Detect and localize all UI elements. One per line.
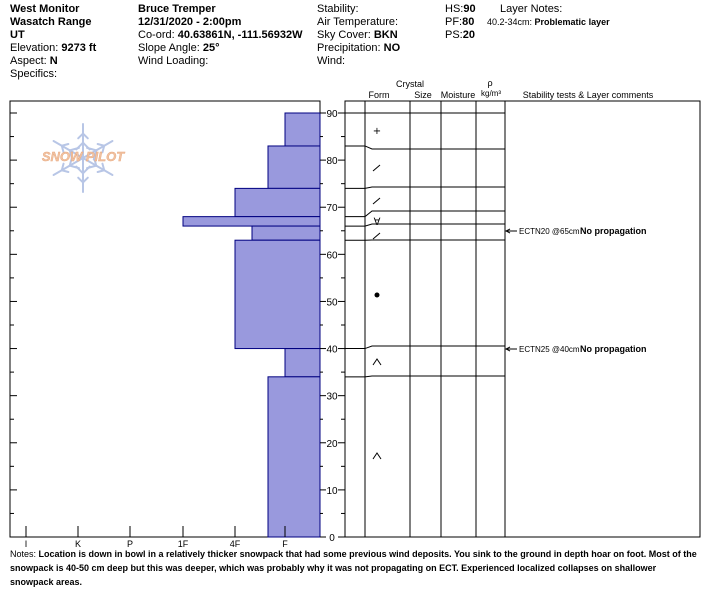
stability-tests [506,226,647,354]
slope-angle: Slope Angle: 25° [138,42,220,54]
hs-value: HS:90 [445,3,476,15]
depth-label: 30 [326,391,338,403]
layer-note-entry: 40.2-34cm: Problematic layer [487,17,610,27]
layer-boundary-line [345,187,505,188]
depth-label: 20 [326,438,338,450]
layer-boundary-line [345,224,505,226]
stability-label: Stability: [317,3,359,15]
layer-boundary-line [345,376,505,377]
stability-header: Stability tests & Layer comments [522,90,654,100]
rho-header: ρ [487,78,493,88]
ps-value: PS:20 [445,29,475,41]
grain-symbol [373,165,380,171]
hardness-label: I [24,539,28,549]
depth-label: 0 [329,533,335,544]
snowflake-branch [98,170,105,172]
depth-label: 90 [326,109,338,120]
hardness-layer-bar [252,226,320,240]
hardness-label: P [126,539,134,549]
hardness-layer-bar [235,188,320,216]
hardness-layer-bar [268,146,320,188]
snowflake-branch [62,144,69,146]
stability-test-label: ECTN25 @40cm [519,345,580,354]
hardness-layer-bar [285,113,320,146]
layer-grid-columns [365,101,505,537]
crystal-header: Crystal [395,79,425,89]
hardness-layer-bar [285,349,320,377]
hardness-layer-bar [235,240,320,348]
stability-test-result: No propagation [580,226,647,236]
depth-label: 50 [326,297,338,309]
wind-loading: Wind Loading: [138,55,209,67]
precipitation: Precipitation: NO [317,42,401,54]
snowflake-branch [98,144,105,146]
layer-boundary-line [345,346,505,349]
location-name: West Monitor [10,3,80,15]
layer-boundaries [345,113,505,537]
grain-symbol: ∀ [373,217,381,228]
air-temperature-label: Air Temperature: [317,16,399,28]
notes-label: Notes: [10,549,37,559]
grain-forms [373,126,381,459]
coordinates: Co-ord: 40.63861N, -111.56932W [138,29,303,41]
grain-symbol [373,359,381,365]
depth-label: 60 [326,250,338,262]
grain-symbol [373,198,380,204]
elevation: Elevation: 9273 ft [10,42,97,54]
hardness-profile [183,113,320,537]
snowpilot-logo-text: SNOW PILOT [41,149,125,164]
hardness-label: F [282,539,288,549]
specifics: Specifics: [10,68,58,80]
size-header: Size [414,90,432,100]
hardness-label: 1F [177,539,189,549]
stability-test-label: ECTN20 @65cm [519,227,580,236]
depth-label: 80 [326,156,338,168]
column-headers [369,78,654,100]
grain-symbol [373,233,380,239]
hardness-label: 4F [229,539,241,549]
hardness-layer-bar [268,377,320,537]
hardness-layer-bar [183,217,320,226]
layer-boundary-line [345,146,505,149]
observer-name: Bruce Tremper [138,3,216,15]
snowpilot-logo [42,124,125,192]
depth-axis [320,109,345,544]
range-name: Wasatch Range [10,16,92,28]
stability-test-result: No propagation [580,344,647,354]
grain-symbol [373,453,381,459]
layer-grid-frame [345,101,700,537]
wind-label: Wind: [317,55,346,67]
grain-symbol [375,293,380,298]
moisture-header: Moisture [440,90,476,100]
density-unit-header: kg/m³ [481,89,501,98]
pf-value: PF:80 [445,16,475,28]
notes [10,547,700,589]
form-header: Form [368,90,390,100]
grain-symbol: + [372,126,382,137]
depth-label: 70 [326,203,338,215]
left-ticks [10,113,17,537]
snowflake-branch [70,166,79,168]
layer-notes-title: Layer Notes: [500,3,563,15]
observation-datetime: 12/31/2020 - 2:00pm [138,16,242,28]
snowflake-branch [62,170,69,172]
hardness-label: K [74,539,82,549]
layer-boundary-line [345,211,505,217]
depth-label: 40 [326,344,338,356]
state-name: UT [10,29,25,41]
sky-cover: Sky Cover: BKN [317,29,398,41]
notes-text: Location is down in bowl in a relatively thicker snowpack that had some previous wind deposits. You sink to the ground in depth hoar on foot. Most of the snowpack is 40-50 cm deep but this was deeper, which was probably why it was not propagating on ECT. Experienced localized collapses on shallower snowpack areas. [10,549,697,587]
aspect: Aspect: N [10,55,58,67]
depth-label: 10 [326,485,338,497]
